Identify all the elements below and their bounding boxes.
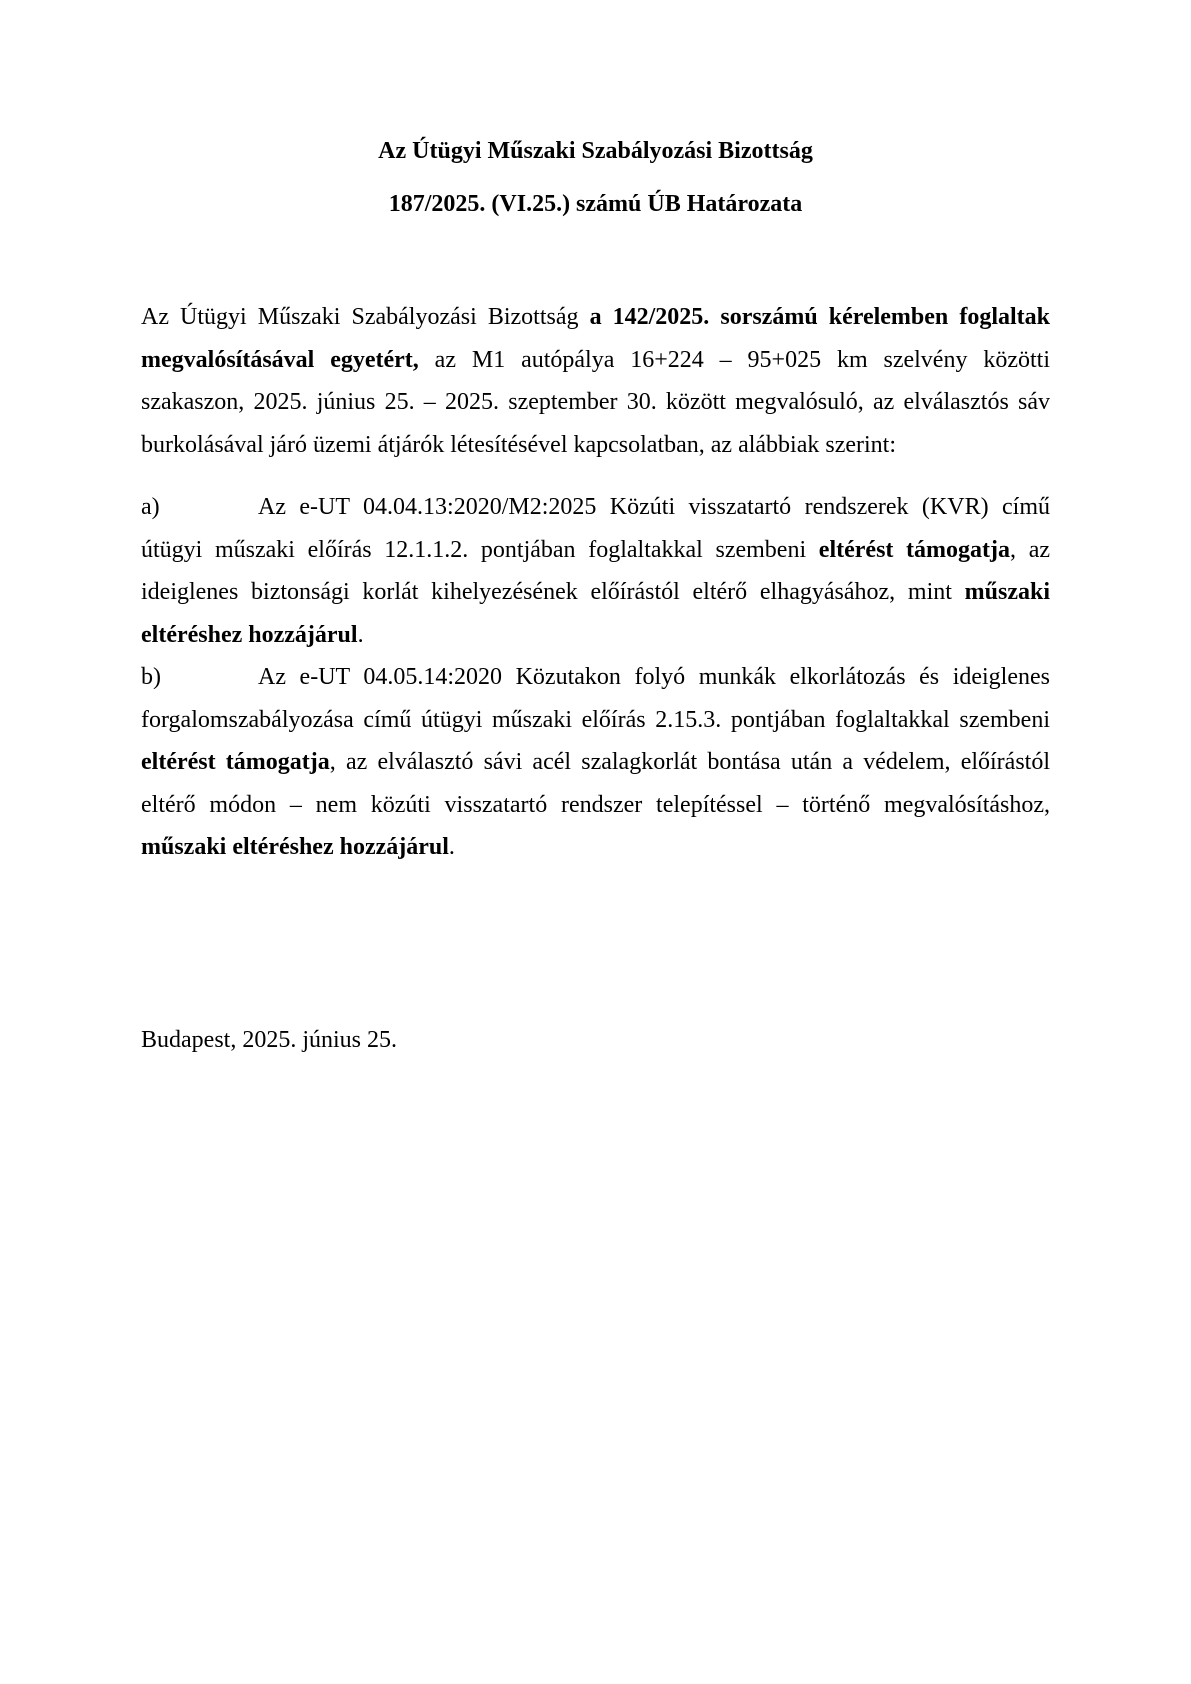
document-title-line-2: 187/2025. (VI.25.) számú ÚB Határozata: [388, 190, 803, 217]
document-title-line-1: Az Útügyi Műszaki Szabályozási Bizottság: [378, 138, 813, 164]
item-a-label: a): [141, 494, 160, 520]
item-b-label: b): [141, 664, 161, 690]
intro-paragraph: Az Útügyi Műszaki Szabályozási Bizottság a 142/2025. sorszámú kérelemben foglaltak megvalósításával egyetért, az M1 autópálya 16+224 – 95+025 km szelvény közötti szakaszon, 2025. június 25. – 2025. szeptember 30. között megvalósuló, az elválasztós sáv burkolásával járó üzemi átjárók létesítésével kapcsolatban, az alábbiak szerint:: [141, 304, 1050, 458]
date-line: Budapest, 2025. június 25.: [141, 1026, 397, 1053]
item-a-paragraph: [141, 486, 1050, 656]
item-b-text: Az e-UT 04.05.14:2020 Közutakon folyó munkák elkorlátozás és ideiglenes forgalomszabályozása című útügyi műszaki előírás 2.15.3. pontjában foglaltakkal szembeni eltérést támogatja, az elválasztó sávi acél szalagkorlát bontása után a védelem, előírástól eltérő módon – nem közúti visszatartó rendszer telepítéssel – történő megvalósításhoz, műszaki eltéréshez hozzájárul.: [141, 664, 1051, 860]
item-a-text: Az e-UT 04.04.13:2020/M2:2025 Közúti visszatartó rendszerek (KVR) című útügyi műszaki előírás 12.1.1.2. pontjában foglaltakkal szembeni eltérést támogatja, az ideiglenes biztonsági korlát kihelyezésének előírástól eltérő elhagyásához, mint műszaki eltéréshez hozzájárul.: [141, 494, 1050, 648]
item-b-paragraph: [141, 656, 1050, 869]
